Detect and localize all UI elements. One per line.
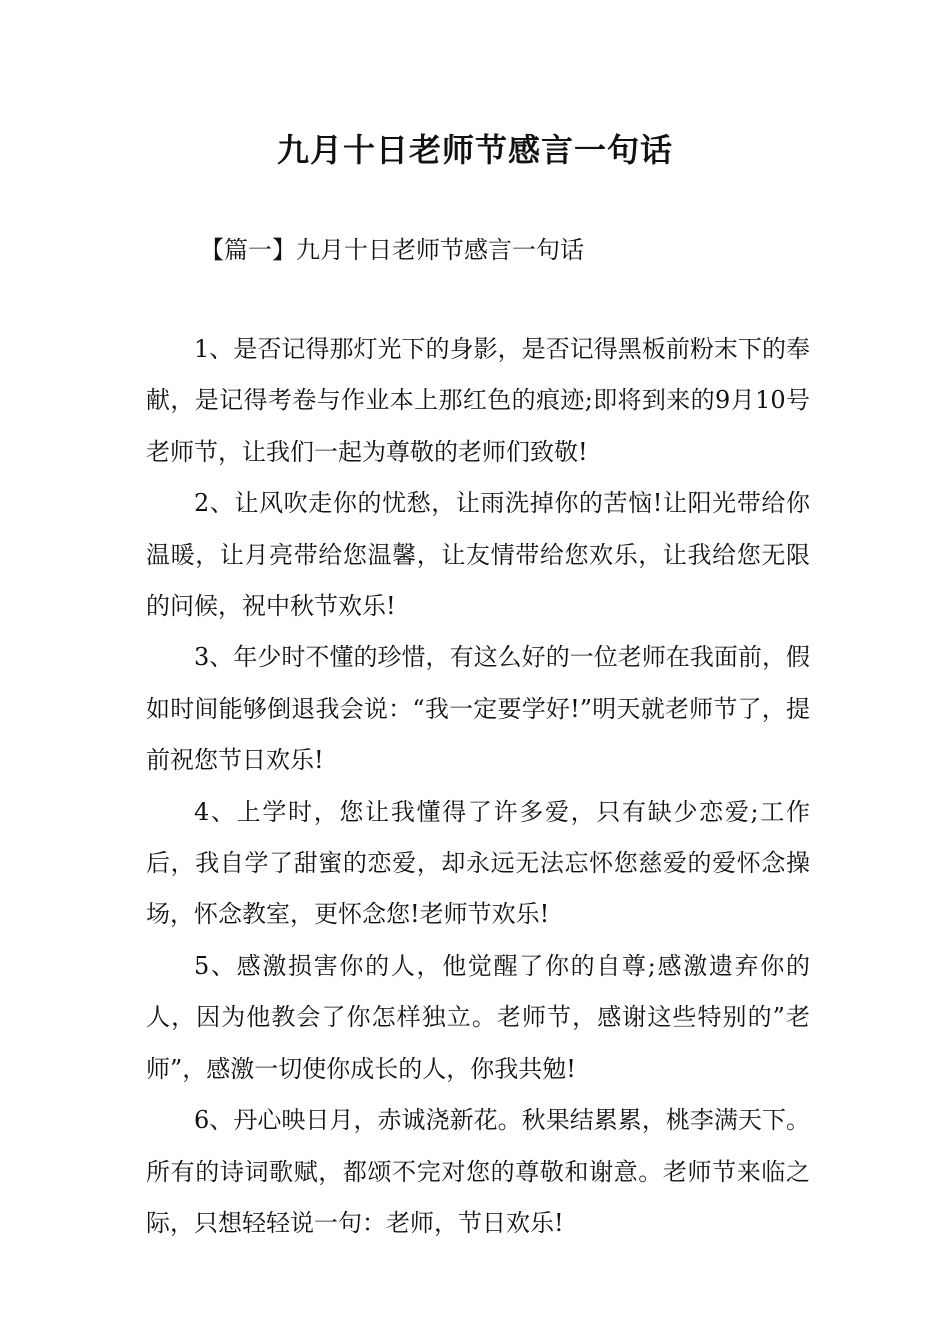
paragraph-5: 5、感激损害你的人，他觉醒了你的自尊;感激遗弃你的人，因为他教会了你怎样独立。老师节，感谢这些特别的”老师”，感激一切使你成长的人，你我共勉! [146,951,810,1083]
document-title: 九月十日老师节感言一句话 [276,131,673,169]
paragraph-3: 3、年少时不懂的珍惜，有这么好的一位老师在我面前，假如时间能够倒退我会说：“我一定要学好!”明天就老师节了，提前祝您节日欢乐! [146,643,810,775]
paragraph-2: 2、让风吹走你的忧愁，让雨洗掉你的苦恼!让阳光带给你温暖，让月亮带给您温馨，让友情带给您欢乐，让我给您无限的问候，祝中秋节欢乐! [146,489,810,621]
paragraph-4: 4、上学时，您让我懂得了许多爱，只有缺少恋爱;工作后，我自学了甜蜜的恋爱，却永远无法忘怀您慈爱的爱怀念操场，怀念教室，更怀念您!老师节欢乐! [146,797,810,929]
document-body [146,324,810,1249]
section-heading: 【篇一】九月十日老师节感言一句话 [200,236,584,264]
paragraph-6: 6、丹心映日月，赤诚浇新花。秋果结累累，桃李满天下。所有的诗词歌赋，都颂不完对您的尊敬和谢意。老师节来临之际，只想轻轻说一句：老师，节日欢乐! [146,1106,810,1237]
paragraph-1: 1、是否记得那灯光下的身影，是否记得黑板前粉末下的奉献，是记得考卷与作业本上那红色的痕迹;即将到来的9月10号老师节，让我们一起为尊敬的老师们致敬! [146,335,810,466]
